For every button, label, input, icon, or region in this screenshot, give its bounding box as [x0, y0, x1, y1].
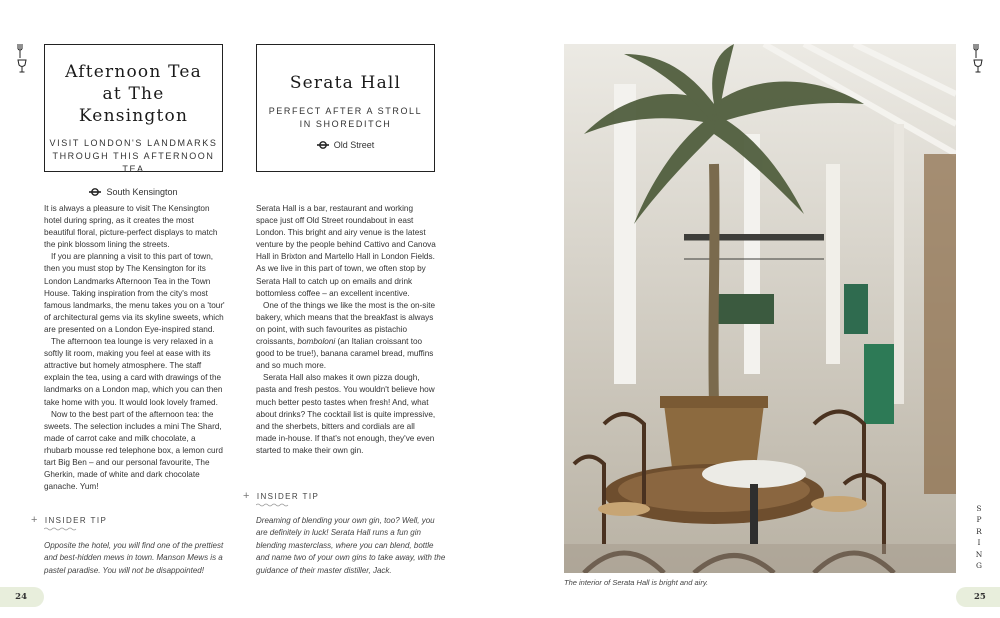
venue-title: Afternoon Tea at The Kensington: [65, 62, 202, 126]
venue-subtitle: VISIT LONDON'S LANDMARKS THROUGH THIS AFTERNOON TEA: [49, 138, 218, 174]
insider-tip-text: Dreaming of blending your own gin, too? Well, you are definitely in luck! Serata Hall runs a fun gin blending masterclass, where you can blend, bottle and name two of your own gins to take away, with the guidance of their master distiller, Jack.: [256, 516, 446, 575]
insider-tip-heading: [31, 515, 107, 525]
photo-caption: The interior of Serata Hall is bright and airy.: [564, 578, 709, 587]
tip-label: INSIDER TIP: [256, 491, 320, 501]
venue-title: Serata Hall: [289, 73, 402, 93]
season-letter: R: [976, 526, 982, 536]
venue-subtitle: PERFECT AFTER A STROLL IN SHOREDITCH: [268, 106, 423, 129]
page-number-left: [0, 587, 44, 607]
paragraph: Serata Hall also makes it own pizza dough, pasta and fresh pestos. You wouldn't believe how much better pesto tastes when fresh! And, what about drinks? The cocktail list is quite impressive, and the sherbets, bitters and cordials are all made in-house. If that's not enough, they've even started to make their own gin.: [256, 373, 436, 455]
page-number-text: 24: [15, 592, 27, 602]
page-number-text: 25: [974, 592, 986, 602]
text-run: One of the things we like the most is the on-site bakery, which means that the breakfast is always on point, with such favourites as pistachio croissants,: [256, 300, 436, 347]
paragraph: The afternoon tea lounge is very relaxed in a softly lit room, making you feel at ease with its attractive but homely atmosphere. The staff explain the tea, using a card with drawings of the landmarks on a London map, which you can then take home with you. It would look lovely framed.: [44, 337, 223, 407]
paragraph: Now to the best part of the afternoon tea: the sweets. The selection includes a mini The Shard, made of carrot cake and milk chocolate, a rhubarb mousse red telephone box, a lemon curd tart Big Ben – and our personal favourite, The Gherkin, made of white and dark chocolate ganache. Yum!: [44, 409, 223, 492]
venue-station: [45, 186, 222, 198]
photo-illustration: [564, 44, 956, 573]
article-kensington: [44, 203, 226, 493]
paragraph: Serata Hall is a bar, restaurant and working space just off Old Street roundabout in east London. This bright and airy venue is the latest venture by the people behind Cattivo and Canova Hall in Brixton and Martello Hall in London Fields. As we live in this part of town, we often stop by Serata Hall to catch up on emails and drink bottomless coffee – an excellent incentive.: [256, 204, 436, 298]
article-serata-hall: [256, 203, 436, 457]
squiggle-divider: [44, 527, 78, 531]
squiggle-divider: [256, 503, 290, 507]
fork-glass-icon: [16, 44, 28, 74]
paragraph: It is always a pleasure to visit The Kensington hotel during spring, as it creates the most beautiful floral, picture-perfect displays to match the pink blossom lining the streets.: [44, 204, 218, 250]
serata-hall-photo: [564, 44, 956, 573]
text-run: (an Italian croissant too good to be true!), banana caramel bread, muffins and so much more.: [256, 337, 434, 371]
season-letter: G: [976, 561, 982, 571]
underground-roundel-icon: [317, 141, 329, 149]
insider-tip-heading: [243, 491, 319, 501]
venue-station: [257, 139, 434, 151]
fork-glass-icon: [972, 44, 984, 74]
insider-tip-text: Opposite the hotel, you will find one of the prettiest and best-hidden mews in town. Manson Mews is a pastel paradise. You will not be disappointed!: [44, 541, 224, 575]
season-letter: S: [976, 504, 982, 513]
underground-roundel-icon: [89, 188, 101, 196]
season-letter: P: [976, 515, 982, 525]
tip-label: INSIDER TIP: [44, 515, 108, 525]
season-letter: N: [975, 549, 983, 559]
season-letter: I: [977, 538, 981, 548]
venue-box-serata-hall: [256, 44, 435, 172]
paragraph: If you are planning a visit to this part of town, then you must stop by The Kensington for its London Landmarks Afternoon Tea in the Town House. Taking inspiration from the city's most famous landmarks, the menu takes you on a 'tour' of architectural gems via its skyline sweets, which are presented on a London Eye-inspired stand.: [44, 252, 225, 334]
page-number-right: [956, 587, 1000, 607]
venue-box-kensington: [44, 44, 223, 197]
station-name: Old Street: [333, 140, 375, 150]
italic-term: bomboloni: [297, 337, 336, 347]
season-label: [974, 503, 984, 571]
plus-icon: +: [31, 514, 39, 526]
paragraph: [256, 300, 436, 373]
plus-icon: +: [243, 490, 251, 502]
station-name: South Kensington: [106, 187, 178, 197]
